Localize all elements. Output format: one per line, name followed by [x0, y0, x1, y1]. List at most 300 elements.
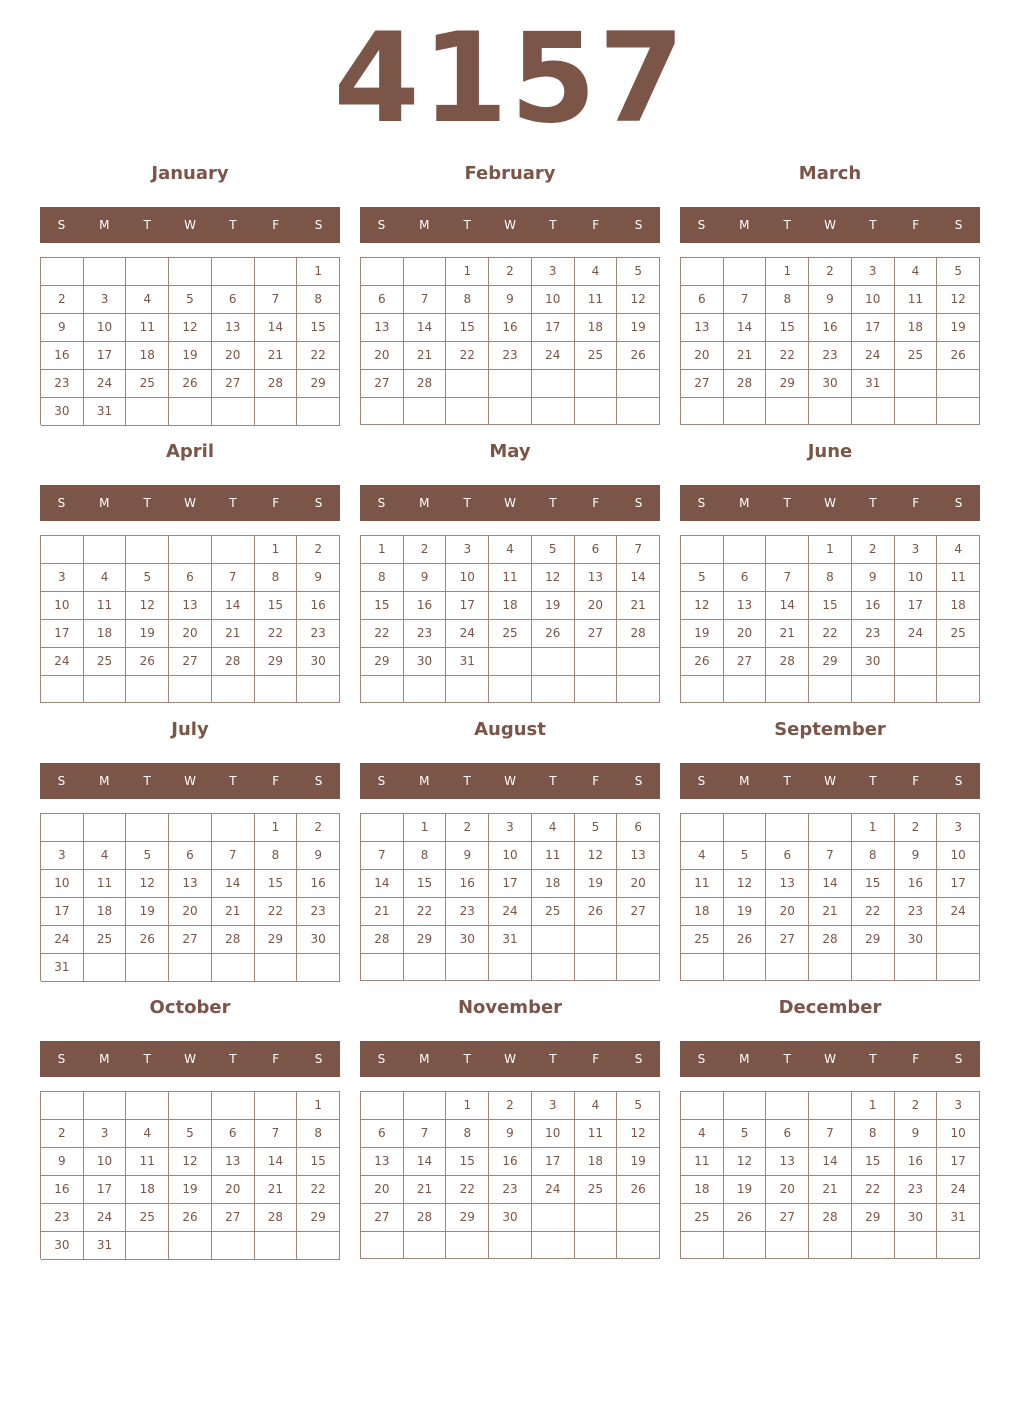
day-cell: 22 — [297, 342, 340, 370]
empty-day-cell — [404, 258, 447, 286]
day-cell: 10 — [852, 286, 895, 314]
weekday-label: M — [99, 496, 110, 510]
weekday-label: M — [99, 774, 110, 788]
day-cell: 30 — [489, 1204, 532, 1232]
day-cell: 29 — [852, 1204, 895, 1232]
day-cell: 16 — [852, 592, 895, 620]
day-cell: 22 — [852, 1176, 895, 1204]
day-cell: 2 — [404, 536, 447, 564]
day-cell: 3 — [532, 258, 575, 286]
empty-day-cell — [446, 1232, 489, 1259]
day-cell: 29 — [297, 1204, 340, 1232]
day-cell: 11 — [895, 286, 938, 314]
weekday-label: S — [377, 218, 386, 232]
day-cell: 7 — [724, 286, 767, 314]
weekday-label: T — [869, 1052, 877, 1066]
day-cell: 12 — [169, 314, 212, 342]
empty-day-cell — [532, 676, 575, 703]
day-cell: 20 — [169, 620, 212, 648]
day-cell: 5 — [169, 1120, 212, 1148]
day-cell: 26 — [575, 898, 618, 926]
weekday-label: F — [912, 496, 920, 510]
empty-day-cell — [41, 676, 84, 703]
empty-day-cell — [575, 1204, 618, 1232]
empty-day-cell — [84, 814, 127, 842]
day-cell: 6 — [766, 842, 809, 870]
day-cell: 6 — [361, 1120, 404, 1148]
day-cell: 13 — [169, 870, 212, 898]
day-cell: 5 — [724, 1120, 767, 1148]
day-cell: 11 — [126, 1148, 169, 1176]
day-cell: 29 — [255, 648, 298, 676]
day-cell: 4 — [84, 564, 127, 592]
weekday-header — [360, 763, 660, 799]
day-cell: 2 — [489, 258, 532, 286]
day-cell: 18 — [895, 314, 938, 342]
day-cell: 30 — [297, 648, 340, 676]
day-cell: 30 — [41, 1232, 84, 1260]
day-cell: 25 — [126, 1204, 169, 1232]
day-cell: 29 — [361, 648, 404, 676]
empty-day-cell — [126, 258, 169, 286]
day-cell: 23 — [895, 898, 938, 926]
empty-day-cell — [361, 1092, 404, 1120]
empty-day-cell — [297, 398, 340, 426]
day-cell: 23 — [809, 342, 852, 370]
empty-day-cell — [681, 398, 724, 425]
day-cell: 7 — [809, 1120, 852, 1148]
day-cell: 11 — [84, 870, 127, 898]
weekday-label: S — [697, 496, 706, 510]
weekday-label: T — [549, 218, 557, 232]
day-cell: 12 — [532, 564, 575, 592]
day-cell: 20 — [766, 1176, 809, 1204]
day-cell: 14 — [212, 592, 255, 620]
empty-day-cell — [895, 370, 938, 398]
day-cell: 31 — [41, 954, 84, 982]
day-cell: 12 — [724, 1148, 767, 1176]
day-cell: 24 — [41, 926, 84, 954]
day-cell: 31 — [446, 648, 489, 676]
day-cell: 3 — [895, 536, 938, 564]
day-cell: 21 — [617, 592, 660, 620]
day-cell: 2 — [41, 286, 84, 314]
month-name: October — [149, 997, 231, 1018]
day-cell: 27 — [169, 926, 212, 954]
day-cell: 3 — [41, 564, 84, 592]
day-cell: 13 — [575, 564, 618, 592]
day-cell: 24 — [84, 1204, 127, 1232]
day-cell: 26 — [532, 620, 575, 648]
empty-day-cell — [489, 648, 532, 676]
day-cell: 9 — [404, 564, 447, 592]
day-cell: 15 — [809, 592, 852, 620]
weekday-label: S — [377, 1052, 386, 1066]
day-cell: 18 — [126, 1176, 169, 1204]
day-cell: 16 — [809, 314, 852, 342]
day-cell: 24 — [446, 620, 489, 648]
empty-day-cell — [297, 954, 340, 982]
empty-day-cell — [681, 536, 724, 564]
day-cell: 10 — [532, 1120, 575, 1148]
empty-day-cell — [724, 814, 767, 842]
day-cell: 31 — [84, 398, 127, 426]
day-grid — [680, 1091, 980, 1259]
weekday-label: W — [824, 218, 836, 232]
day-cell: 19 — [575, 870, 618, 898]
day-cell: 12 — [169, 1148, 212, 1176]
day-cell: 17 — [41, 898, 84, 926]
empty-day-cell — [212, 258, 255, 286]
day-cell: 11 — [575, 1120, 618, 1148]
day-cell: 8 — [446, 1120, 489, 1148]
empty-day-cell — [575, 648, 618, 676]
day-cell: 6 — [169, 842, 212, 870]
empty-day-cell — [169, 814, 212, 842]
day-cell: 20 — [766, 898, 809, 926]
empty-day-cell — [766, 1232, 809, 1259]
day-cell: 28 — [255, 1204, 298, 1232]
day-cell: 30 — [809, 370, 852, 398]
empty-day-cell — [681, 954, 724, 981]
weekday-label: S — [697, 218, 706, 232]
weekday-label: T — [783, 774, 791, 788]
day-cell: 4 — [84, 842, 127, 870]
empty-day-cell — [809, 1092, 852, 1120]
weekday-label: T — [783, 496, 791, 510]
day-cell: 17 — [489, 870, 532, 898]
day-cell: 28 — [766, 648, 809, 676]
day-cell: 29 — [446, 1204, 489, 1232]
empty-day-cell — [809, 1232, 852, 1259]
day-cell: 18 — [84, 898, 127, 926]
day-cell: 29 — [766, 370, 809, 398]
day-cell: 3 — [852, 258, 895, 286]
empty-day-cell — [937, 370, 980, 398]
empty-day-cell — [895, 398, 938, 425]
empty-day-cell — [126, 676, 169, 703]
empty-day-cell — [575, 954, 618, 981]
empty-day-cell — [766, 536, 809, 564]
empty-day-cell — [404, 1092, 447, 1120]
weekday-label: F — [912, 1052, 920, 1066]
day-cell: 27 — [361, 370, 404, 398]
day-cell: 16 — [404, 592, 447, 620]
weekday-label: T — [549, 774, 557, 788]
day-grid — [360, 813, 660, 981]
day-cell: 26 — [724, 1204, 767, 1232]
empty-day-cell — [255, 676, 298, 703]
day-cell: 23 — [297, 898, 340, 926]
day-cell: 1 — [404, 814, 447, 842]
empty-day-cell — [617, 676, 660, 703]
day-cell: 2 — [809, 258, 852, 286]
empty-day-cell — [681, 814, 724, 842]
weekday-label: S — [954, 496, 963, 510]
day-cell: 18 — [681, 898, 724, 926]
day-cell: 2 — [895, 1092, 938, 1120]
day-cell: 9 — [446, 842, 489, 870]
day-cell: 7 — [404, 1120, 447, 1148]
day-cell: 1 — [297, 1092, 340, 1120]
day-cell: 4 — [681, 842, 724, 870]
weekday-header — [40, 1041, 340, 1077]
day-cell: 27 — [361, 1204, 404, 1232]
day-cell: 9 — [489, 286, 532, 314]
day-cell: 14 — [255, 314, 298, 342]
day-cell: 13 — [212, 314, 255, 342]
day-grid — [40, 535, 340, 703]
day-cell: 28 — [255, 370, 298, 398]
empty-day-cell — [212, 536, 255, 564]
day-cell: 19 — [724, 1176, 767, 1204]
day-cell: 26 — [169, 370, 212, 398]
weekday-label: F — [592, 496, 600, 510]
day-cell: 6 — [766, 1120, 809, 1148]
day-cell: 25 — [84, 648, 127, 676]
empty-day-cell — [724, 676, 767, 703]
weekday-label: M — [419, 496, 430, 510]
day-cell: 3 — [937, 1092, 980, 1120]
day-cell: 4 — [126, 1120, 169, 1148]
day-cell: 14 — [724, 314, 767, 342]
month-name: March — [798, 163, 862, 184]
day-cell: 30 — [895, 1204, 938, 1232]
day-cell: 10 — [532, 286, 575, 314]
day-grid — [360, 535, 660, 703]
day-cell: 14 — [809, 1148, 852, 1176]
weekday-header — [680, 485, 980, 521]
day-cell: 15 — [766, 314, 809, 342]
day-cell: 23 — [489, 1176, 532, 1204]
empty-day-cell — [937, 954, 980, 981]
weekday-label: F — [272, 774, 280, 788]
empty-day-cell — [681, 1232, 724, 1259]
day-cell: 31 — [852, 370, 895, 398]
day-cell: 28 — [724, 370, 767, 398]
day-cell: 12 — [937, 286, 980, 314]
weekday-label: M — [419, 1052, 430, 1066]
weekday-header — [680, 207, 980, 243]
empty-day-cell — [255, 1232, 298, 1260]
day-cell: 1 — [255, 814, 298, 842]
day-cell: 13 — [681, 314, 724, 342]
day-cell: 2 — [41, 1120, 84, 1148]
empty-day-cell — [404, 954, 447, 981]
day-cell: 29 — [297, 370, 340, 398]
empty-day-cell — [532, 398, 575, 425]
day-cell: 23 — [41, 370, 84, 398]
weekday-label: T — [783, 218, 791, 232]
weekday-header — [680, 763, 980, 799]
day-cell: 10 — [446, 564, 489, 592]
day-cell: 8 — [297, 1120, 340, 1148]
weekday-label: T — [229, 496, 237, 510]
weekday-label: M — [739, 218, 750, 232]
weekday-label: S — [314, 218, 323, 232]
month-name: September — [774, 719, 886, 740]
weekday-label: F — [912, 774, 920, 788]
day-cell: 22 — [404, 898, 447, 926]
day-cell: 7 — [212, 564, 255, 592]
day-cell: 10 — [41, 592, 84, 620]
day-cell: 13 — [361, 1148, 404, 1176]
weekday-label: T — [143, 218, 151, 232]
day-cell: 28 — [809, 1204, 852, 1232]
weekday-label: T — [229, 774, 237, 788]
weekday-label: S — [954, 218, 963, 232]
weekday-label: W — [184, 496, 196, 510]
weekday-header — [360, 207, 660, 243]
day-cell: 2 — [297, 536, 340, 564]
empty-day-cell — [617, 370, 660, 398]
day-cell: 16 — [895, 870, 938, 898]
day-cell: 18 — [575, 1148, 618, 1176]
day-cell: 5 — [126, 564, 169, 592]
day-cell: 2 — [852, 536, 895, 564]
day-cell: 12 — [617, 286, 660, 314]
weekday-label: W — [504, 1052, 516, 1066]
day-cell: 9 — [297, 842, 340, 870]
weekday-header — [360, 1041, 660, 1077]
empty-day-cell — [617, 1232, 660, 1259]
day-cell: 14 — [809, 870, 852, 898]
empty-day-cell — [532, 648, 575, 676]
day-cell: 14 — [255, 1148, 298, 1176]
day-cell: 1 — [297, 258, 340, 286]
day-cell: 17 — [895, 592, 938, 620]
empty-day-cell — [766, 676, 809, 703]
day-cell: 24 — [41, 648, 84, 676]
weekday-label: F — [592, 774, 600, 788]
empty-day-cell — [297, 676, 340, 703]
day-cell: 10 — [937, 1120, 980, 1148]
empty-day-cell — [681, 1092, 724, 1120]
weekday-label: T — [549, 496, 557, 510]
day-cell: 24 — [937, 898, 980, 926]
day-cell: 3 — [446, 536, 489, 564]
day-cell: 31 — [489, 926, 532, 954]
weekday-label: M — [739, 1052, 750, 1066]
day-grid — [40, 1091, 340, 1259]
empty-day-cell — [212, 814, 255, 842]
day-cell: 20 — [361, 342, 404, 370]
day-cell: 12 — [575, 842, 618, 870]
weekday-label: S — [634, 218, 643, 232]
day-cell: 6 — [575, 536, 618, 564]
weekday-label: S — [57, 1052, 66, 1066]
weekday-label: T — [229, 218, 237, 232]
day-cell: 22 — [809, 620, 852, 648]
day-cell: 21 — [404, 342, 447, 370]
empty-day-cell — [126, 1092, 169, 1120]
day-cell: 15 — [852, 870, 895, 898]
day-cell: 15 — [852, 1148, 895, 1176]
day-cell: 16 — [297, 870, 340, 898]
empty-day-cell — [41, 536, 84, 564]
empty-day-cell — [809, 814, 852, 842]
day-cell: 5 — [937, 258, 980, 286]
day-cell: 4 — [575, 1092, 618, 1120]
day-cell: 28 — [404, 370, 447, 398]
empty-day-cell — [575, 370, 618, 398]
empty-day-cell — [809, 398, 852, 425]
day-cell: 20 — [617, 870, 660, 898]
day-cell: 3 — [489, 814, 532, 842]
day-cell: 28 — [361, 926, 404, 954]
day-cell: 14 — [617, 564, 660, 592]
weekday-label: S — [314, 496, 323, 510]
day-cell: 1 — [255, 536, 298, 564]
weekday-label: S — [634, 1052, 643, 1066]
empty-day-cell — [532, 370, 575, 398]
weekday-label: W — [504, 496, 516, 510]
day-cell: 26 — [681, 648, 724, 676]
day-cell: 30 — [895, 926, 938, 954]
day-cell: 17 — [84, 342, 127, 370]
day-cell: 13 — [766, 1148, 809, 1176]
empty-day-cell — [169, 398, 212, 426]
day-cell: 1 — [852, 1092, 895, 1120]
empty-day-cell — [937, 926, 980, 954]
weekday-label: S — [697, 774, 706, 788]
weekday-label: F — [272, 1052, 280, 1066]
day-cell: 1 — [809, 536, 852, 564]
empty-day-cell — [404, 398, 447, 425]
day-cell: 24 — [852, 342, 895, 370]
empty-day-cell — [937, 1232, 980, 1259]
empty-day-cell — [446, 676, 489, 703]
weekday-label: W — [184, 1052, 196, 1066]
weekday-label: M — [419, 774, 430, 788]
day-cell: 27 — [617, 898, 660, 926]
empty-day-cell — [361, 954, 404, 981]
empty-day-cell — [126, 398, 169, 426]
empty-day-cell — [724, 536, 767, 564]
empty-day-cell — [852, 1232, 895, 1259]
day-cell: 17 — [532, 1148, 575, 1176]
day-cell: 23 — [404, 620, 447, 648]
day-cell: 25 — [681, 926, 724, 954]
month-name: April — [165, 441, 215, 462]
empty-day-cell — [895, 648, 938, 676]
day-cell: 4 — [532, 814, 575, 842]
day-cell: 16 — [41, 1176, 84, 1204]
day-cell: 7 — [212, 842, 255, 870]
empty-day-cell — [489, 398, 532, 425]
day-cell: 1 — [361, 536, 404, 564]
day-cell: 10 — [84, 314, 127, 342]
empty-day-cell — [724, 1092, 767, 1120]
day-cell: 11 — [489, 564, 532, 592]
day-cell: 9 — [41, 314, 84, 342]
empty-day-cell — [852, 676, 895, 703]
day-grid — [360, 1091, 660, 1259]
empty-day-cell — [169, 954, 212, 982]
day-cell: 8 — [255, 842, 298, 870]
day-cell: 30 — [446, 926, 489, 954]
empty-day-cell — [84, 676, 127, 703]
day-cell: 9 — [297, 564, 340, 592]
day-cell: 25 — [489, 620, 532, 648]
day-cell: 23 — [895, 1176, 938, 1204]
day-cell: 7 — [361, 842, 404, 870]
day-cell: 2 — [446, 814, 489, 842]
empty-day-cell — [404, 676, 447, 703]
day-cell: 28 — [809, 926, 852, 954]
day-cell: 8 — [766, 286, 809, 314]
weekday-label: T — [143, 496, 151, 510]
